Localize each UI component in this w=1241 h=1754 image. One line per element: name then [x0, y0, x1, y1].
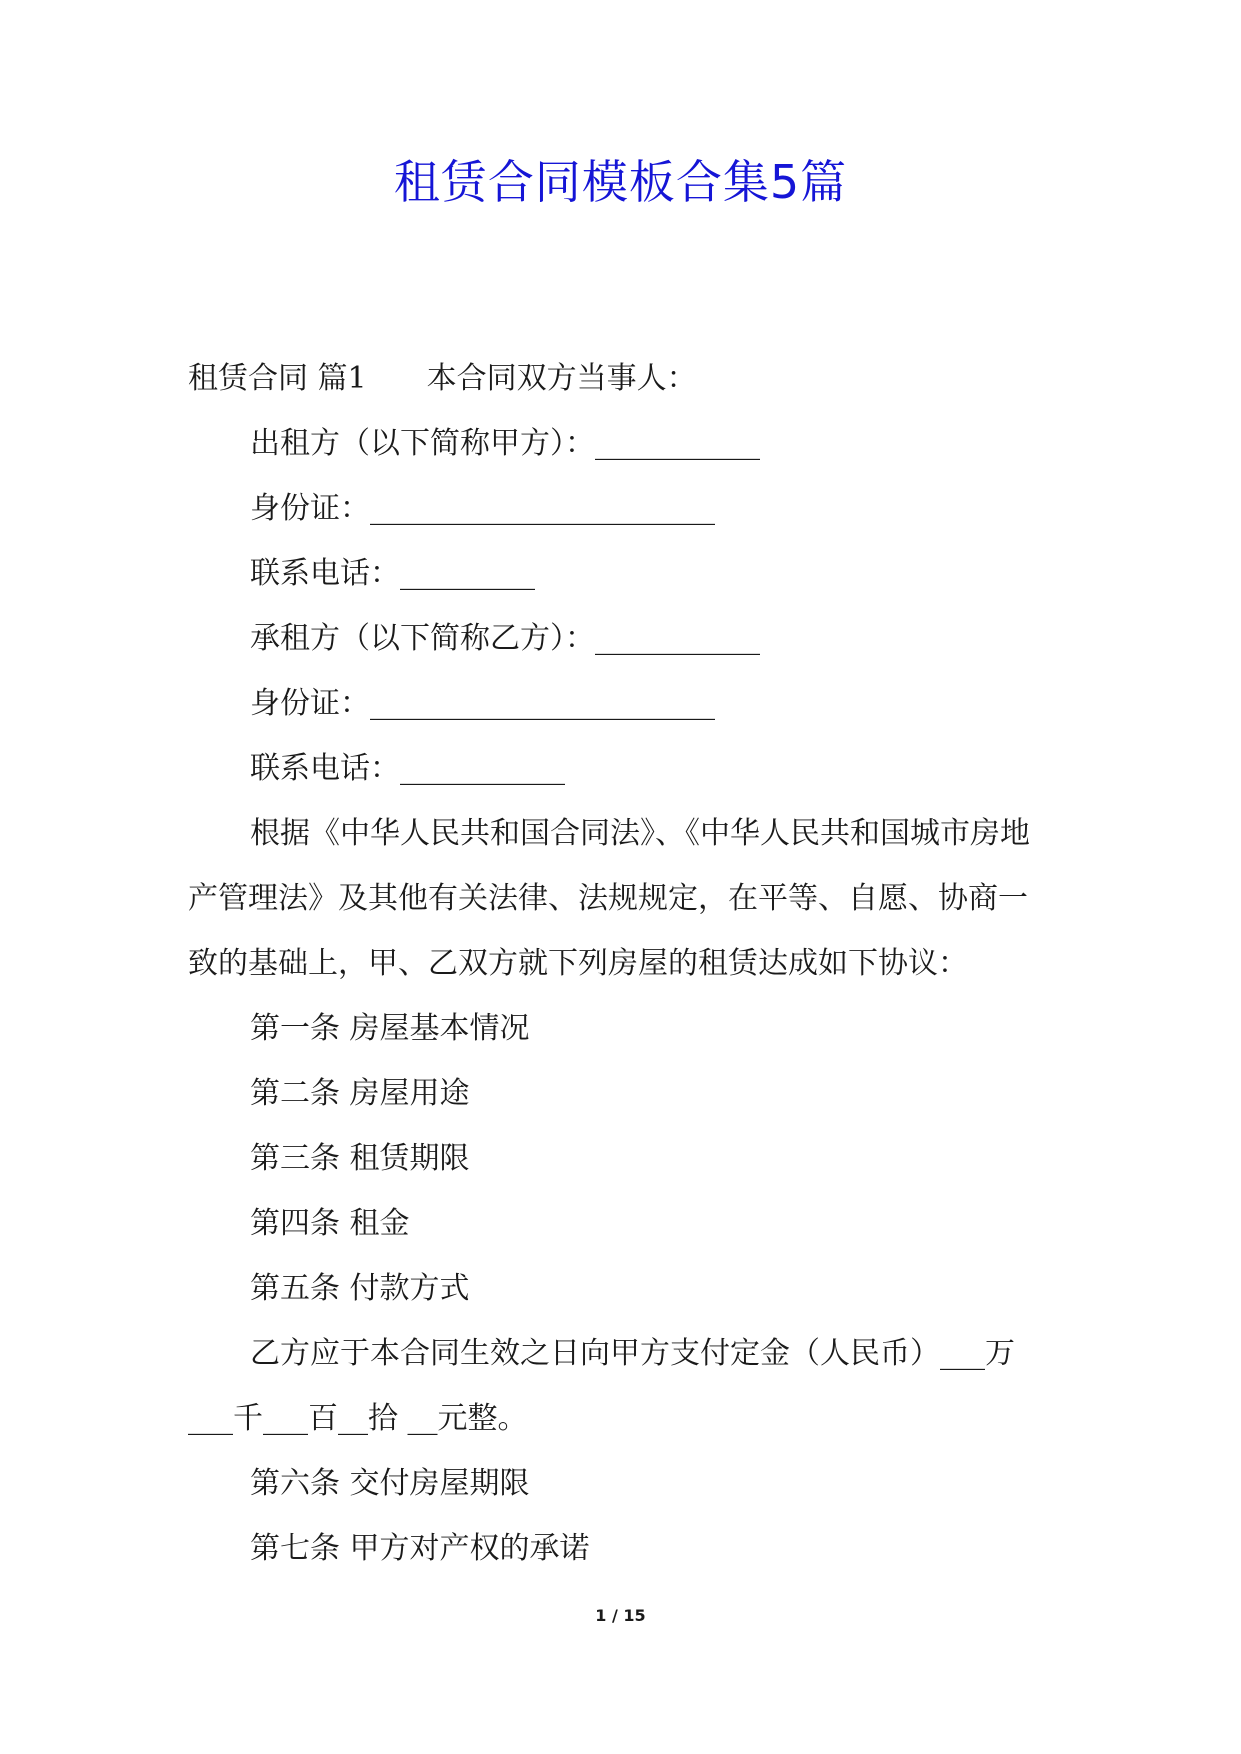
- lessee-id-line: 身份证：_______________________: [250, 686, 715, 721]
- legal-basis-line-3: 致的基础上，甲、乙双方就下列房屋的租赁达成如下协议：: [188, 946, 968, 981]
- article-6: 第六条 交付房屋期限: [250, 1466, 530, 1501]
- article-3: 第三条 租赁期限: [250, 1141, 470, 1176]
- article-4: 第四条 租金: [250, 1206, 410, 1241]
- lessor-phone-line: 联系电话：_________: [250, 556, 535, 591]
- deposit-line-2: ___千___百__拾 __元整。: [188, 1401, 528, 1436]
- lessor-line: 出租方（以下简称甲方）：___________: [250, 426, 760, 461]
- legal-basis-line-1: 根据《中华人民共和国合同法》、《中华人民共和国城市房地: [250, 816, 1030, 851]
- lessee-line: 承租方（以下简称乙方）：___________: [250, 621, 760, 656]
- lessor-id-line: 身份证：_______________________: [250, 491, 715, 526]
- document-title: 租赁合同模板合集5篇: [393, 155, 848, 209]
- article-2: 第二条 房屋用途: [250, 1076, 470, 1111]
- article-7: 第七条 甲方对产权的承诺: [250, 1531, 590, 1566]
- contract-heading: 租赁合同 篇1 本合同双方当事人：: [188, 361, 697, 396]
- page-number: 1 / 15: [595, 1606, 646, 1625]
- article-1: 第一条 房屋基本情况: [250, 1011, 530, 1046]
- lessee-phone-line: 联系电话：___________: [250, 751, 565, 786]
- deposit-line-1: 乙方应于本合同生效之日向甲方支付定金（人民币）___万: [250, 1336, 1015, 1371]
- legal-basis-line-2: 产管理法》及其他有关法律、法规规定，在平等、自愿、协商一: [188, 881, 1028, 916]
- article-5: 第五条 付款方式: [250, 1271, 470, 1306]
